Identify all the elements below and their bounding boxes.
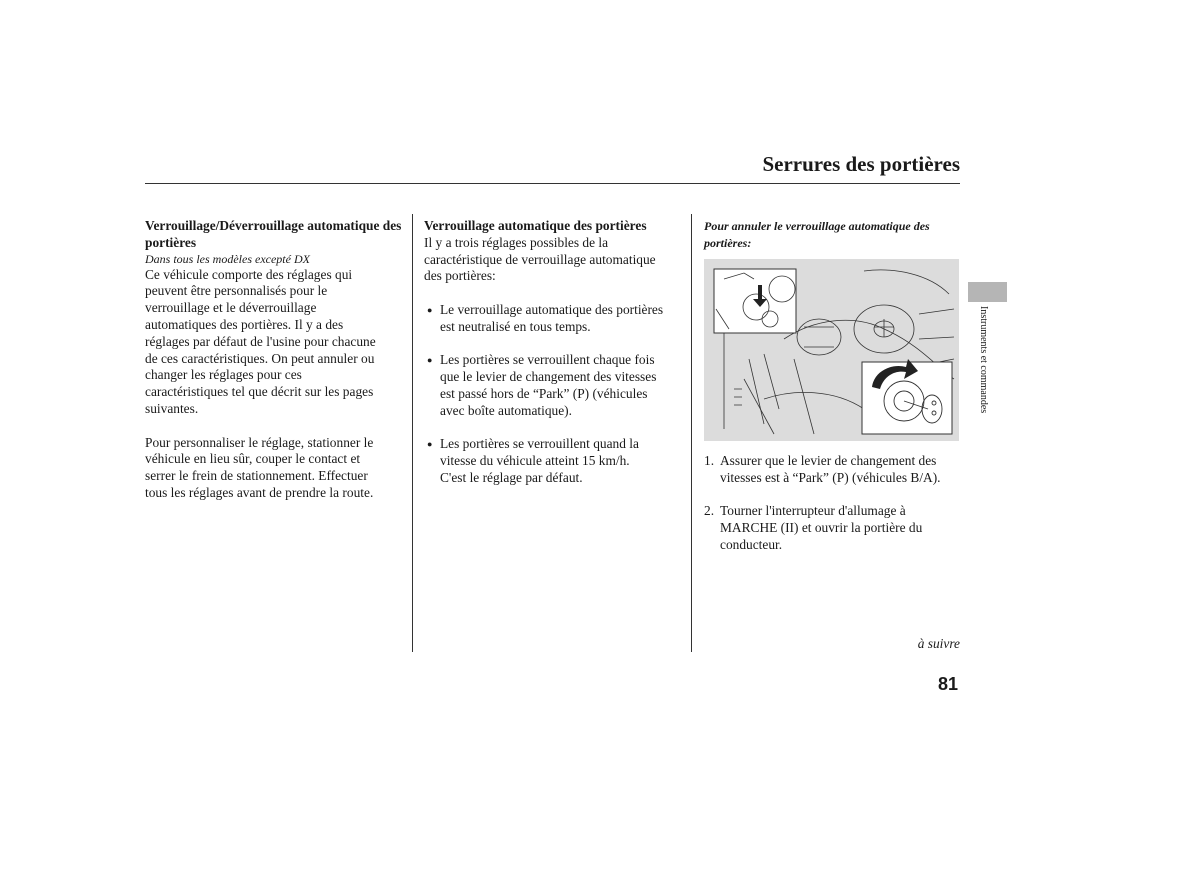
column-left	[145, 218, 407, 502]
procedure-steps	[704, 453, 962, 554]
text-line: des portières:	[424, 268, 496, 284]
text-line: changer les réglages pour ces	[145, 367, 302, 383]
text-line: vitesse du véhicule atteint 15 km/h.	[440, 453, 630, 469]
text-line: de ces caractéristiques. On peut annuler ou	[145, 350, 375, 366]
text-line: MARCHE (II) et ouvrir la portière du	[720, 520, 923, 536]
text-line: conducteur.	[720, 536, 783, 552]
text-line: tous les réglages avant de prendre la route.	[145, 484, 374, 500]
text-line: serrer le frein de stationnement. Effectuer	[145, 468, 368, 484]
text-line: avec boîte automatique).	[440, 402, 572, 418]
text-line: suivantes.	[145, 400, 199, 416]
procedure-heading: Pour annuler le verrouillage automatique des	[704, 219, 930, 233]
text-line: est passé hors de “Park” (P) (véhicules	[440, 385, 648, 401]
text-line: Pour personnaliser le réglage, stationner le	[145, 434, 374, 450]
text-line: véhicule en lieu sûr, couper le contact et	[145, 451, 361, 467]
bullet-dot-icon: ●	[427, 304, 433, 315]
column-divider-right	[691, 214, 692, 652]
section-tab	[968, 282, 1007, 302]
text-line: caractéristiques tel que décrit sur les pages	[145, 384, 374, 400]
bullet-item	[424, 352, 686, 419]
column-right	[704, 218, 962, 252]
text-line: Les portières se verrouillent quand la	[440, 436, 639, 452]
text-line: que le levier de changement des vitesses	[440, 369, 657, 385]
bullet-dot-icon: ●	[427, 439, 433, 450]
text-line: Ce véhicule comporte des réglages qui	[145, 266, 353, 282]
step-item	[704, 453, 962, 487]
column-divider-left	[412, 214, 413, 652]
text-line: vitesses est à “Park” (P) (véhicules B/A).	[720, 469, 941, 485]
bullet-item	[424, 436, 686, 486]
text-line: caractéristique de verrouillage automatique	[424, 251, 656, 267]
bullet-item	[424, 302, 686, 336]
section-heading: Verrouillage automatique des portières	[424, 218, 647, 233]
text-line: Tourner l'interrupteur d'allumage à	[720, 503, 906, 519]
paragraph-2	[145, 435, 407, 502]
text-line: verrouillage et le déverrouillage	[145, 300, 317, 316]
step-number: 2.	[704, 503, 715, 519]
paragraph-1	[145, 267, 407, 418]
intro-paragraph	[424, 235, 686, 285]
page-title: Serrures des portières	[762, 152, 960, 176]
column-middle	[424, 218, 686, 487]
step-number: 1.	[704, 453, 715, 468]
text-line: Les portières se verrouillent chaque fois	[440, 352, 655, 368]
model-note: Dans tous les modèles excepté DX	[145, 251, 310, 266]
text-line: C'est le réglage par défaut.	[440, 469, 583, 485]
text-line: réglages par défaut de l'usine pour chacune	[145, 333, 376, 349]
dashboard-illustration	[704, 259, 959, 441]
text-line: automatiques des portières. Il y a des	[145, 316, 344, 332]
page-number: 81	[937, 674, 958, 694]
title-rule	[145, 183, 960, 184]
text-line: peuvent être personnalisés pour le	[145, 283, 328, 299]
section-heading: Verrouillage/Déverrouillage automatique des portières	[145, 218, 402, 250]
text-line: Assurer que le levier de changement des	[720, 453, 937, 468]
procedure-heading-cont: portières:	[704, 236, 752, 250]
continued-note: à suivre	[917, 636, 960, 651]
text-line: est neutralisé en tous temps.	[440, 318, 591, 334]
text-line: Il y a trois réglages possibles de la	[424, 234, 609, 250]
text-line: Le verrouillage automatique des portières	[440, 301, 664, 317]
bullet-dot-icon: ●	[427, 355, 433, 366]
step-item	[704, 503, 962, 553]
section-tab-label: Instruments et commandes	[978, 306, 989, 414]
